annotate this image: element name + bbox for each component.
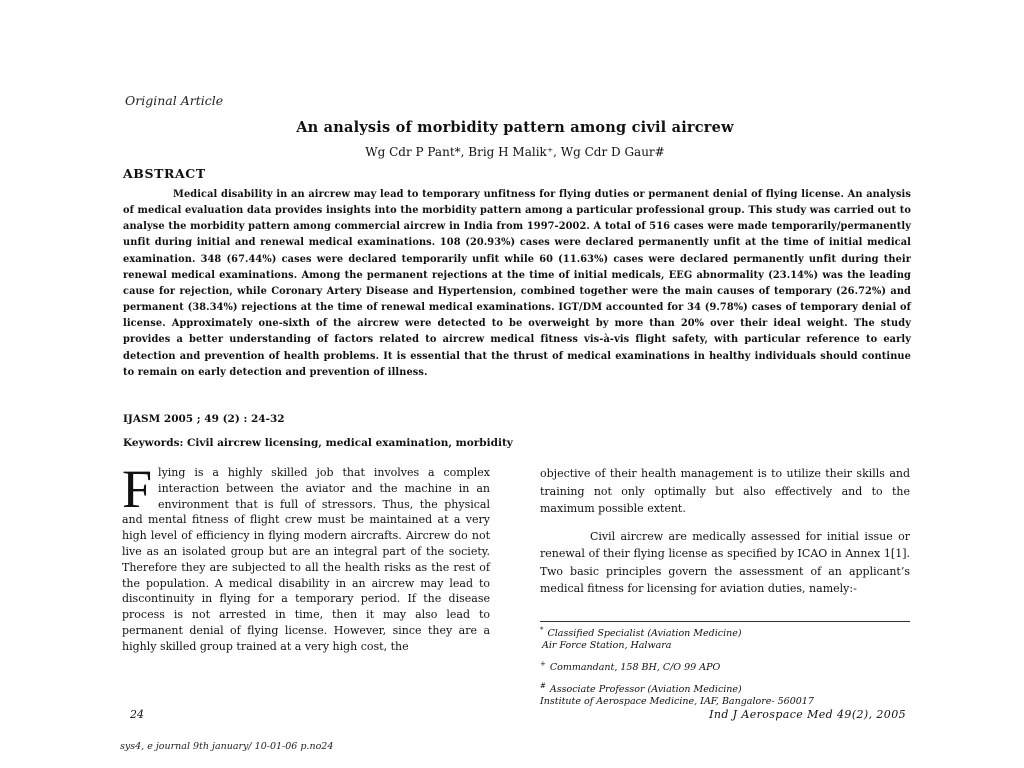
- footnote-mark: +: [540, 660, 546, 669]
- author-list: Wg Cdr P Pant*, Brig H Malik⁺, Wg Cdr D Gaur#: [365, 145, 665, 159]
- keywords: Keywords: Civil aircrew licensing, medical examination, morbidity: [123, 437, 513, 449]
- footnote-2: [540, 658, 910, 674]
- left-column-text: lying is a highly skilled job that involves a complex interaction between the aviator and the machine in an environment that is full of stressors. Thus, the physical and mental fitness of flight crew must be maintained at a very high level of efficiency in flying modern aircrafts. Aircrew do not live as an isolated group but are an integral part of the society. Therefore they are subjected to all the health risks as the rest of the population. A medical disability in an aircrew may lead to discontinuity in flying for a temporary period. If the disease process is not arrested in time, then it may also lead to permanent denial of flying license. However, since they are a highly skilled group trained at a very high cost, the: [122, 466, 490, 653]
- right-paragraph-2: Civil aircrew are medically assessed for initial issue or renewal of their flying license as specified by ICAO in Annex 1[1]. Two basic principles govern the assessment of an applicant’s medical fitness for licensing for aviation duties, namely:-: [540, 529, 910, 595]
- body-right-column: [540, 465, 910, 598]
- footnote-line: Classified Specialist (Aviation Medicine): [547, 628, 742, 640]
- footnotes: [540, 624, 910, 714]
- citation: IJASM 2005 ; 49 (2) : 24-32: [123, 413, 285, 425]
- footnote-line: Institute of Aerospace Medicine, IAF, Bangalore- 560017: [540, 696, 814, 708]
- file-reference: sys4, e journal 9th january/ 10-01-06 p.no24: [120, 741, 334, 752]
- footnote-1: [540, 624, 910, 652]
- footnote-mark: *: [540, 626, 544, 634]
- footnote-3: [540, 680, 910, 708]
- footnote-line: Commandant, 158 BH, C/O 99 APO: [549, 662, 721, 674]
- abstract-heading: ABSTRACT: [123, 166, 206, 181]
- body-left-column: [122, 459, 490, 655]
- journal-reference: Ind J Aerospace Med 49(2), 2005: [709, 708, 906, 721]
- footnote-line: Air Force Station, Halwara: [542, 640, 672, 652]
- footnote-divider: [540, 621, 910, 622]
- drop-cap: F: [122, 459, 153, 519]
- page-number: 24: [130, 708, 144, 721]
- footnote-mark: #: [540, 682, 546, 691]
- footnote-line: Associate Professor (Aviation Medicine): [549, 684, 742, 696]
- article-type-label: Original Article: [125, 93, 224, 108]
- article-title: An analysis of morbidity pattern among civil aircrew: [296, 119, 734, 136]
- abstract-body: Medical disability in an aircrew may lead to temporary unfitness for flying duties or permanent denial of flying license. An analysis of medical evaluation data provides insights into the morbidity pattern among a particular professional group. This study was carried out to analyse the morbidity pattern among commercial aircrew in India from 1997-2002. A total of 516 cases were made temporarily/permanently unfit during initial and renewal medical examinations. 108 (20.93%) cases were declared permanently unfit at the time of initial medical examination. 348 (67.44%) cases were declared temporarily unfit while 60 (11.63%) cases were declared permanently unfit during their renewal medical examinations. Among the permanent rejections at the time of initial medicals, EEG abnormality (23.14%) was the leading cause for rejection, while Coronary Artery Disease and Hypertension, combined together were the main causes of temporary (26.72%) and permanent (38.34%) rejections at the time of renewal medical examinations. IGT/DM accounted for 34 (9.78%) cases of temporary denial of license. Approximately one-sixth of the aircrew were detected to be overweight by more than 20% over their ideal weight. The study provides a better understanding of factors related to aircrew medical fitness vis-à-vis flight safety, with particular reference to early detection and prevention of health problems. It is essential that the thrust of medical examinations in healthy individuals should continue to remain on early detection and prevention of illness.: [123, 189, 911, 378]
- right-paragraph-1: objective of their health management is to utilize their skills and training not only optimally but also effectively and to the maximum possible extent.: [540, 467, 910, 515]
